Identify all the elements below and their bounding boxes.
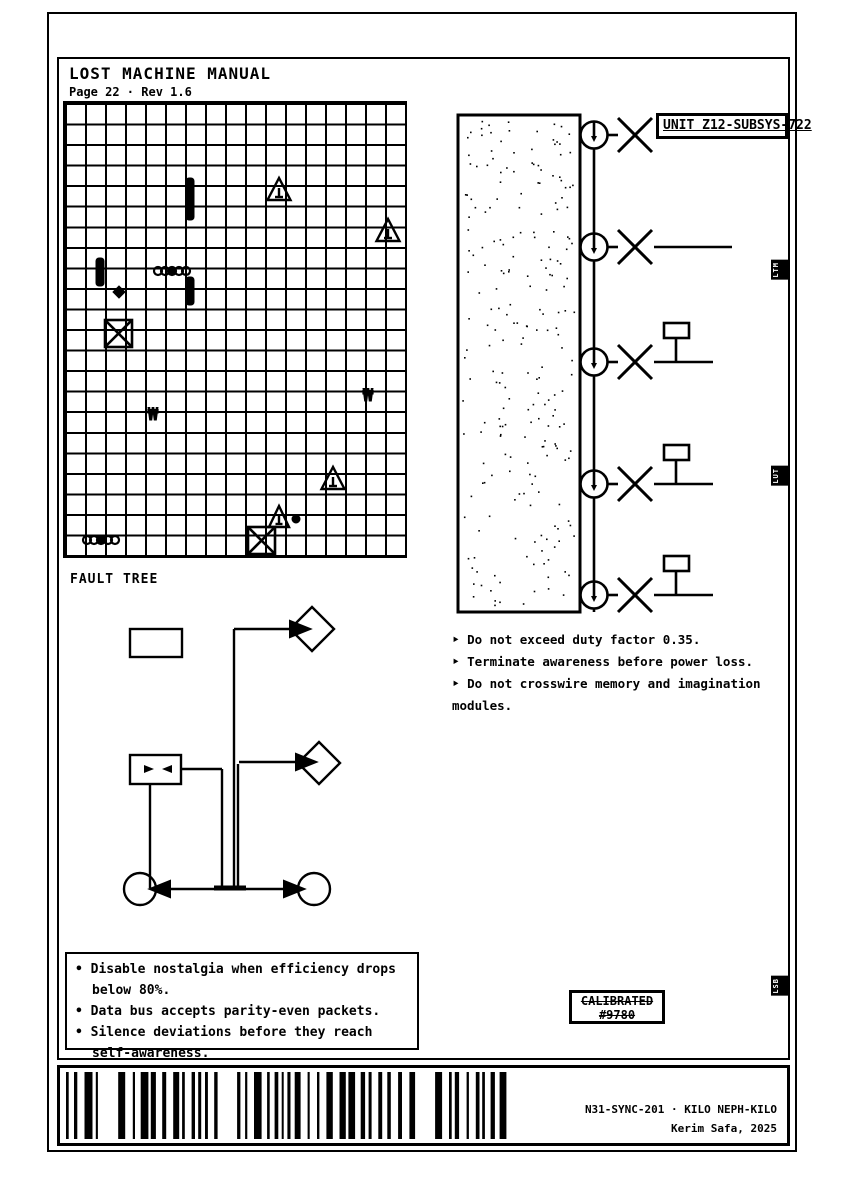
barcode-bar [348, 1072, 355, 1139]
barcode-bar [378, 1072, 382, 1139]
barcode-bar [267, 1072, 270, 1139]
barcode-bar [455, 1072, 459, 1139]
barcode-bar [173, 1072, 179, 1139]
operating-notes [452, 629, 788, 717]
protocol-notes-box [65, 952, 419, 1061]
barcode-bar [141, 1072, 149, 1139]
grid-symbols [65, 103, 405, 556]
component-box [664, 445, 689, 460]
barcode-bar [66, 1072, 69, 1139]
bullet-glyph: ‣ [452, 654, 460, 669]
barcode-bar [96, 1072, 98, 1139]
barcode-bar [162, 1072, 166, 1139]
barcode-bar [118, 1072, 125, 1139]
side-tag: LSB [771, 976, 789, 996]
main-panel [57, 57, 812, 1061]
triangle-symbol [377, 219, 400, 241]
footer-author: Kerim Safa, 2025 [671, 1122, 777, 1135]
schematic-rungs [581, 118, 733, 612]
bullet-glyph: • [75, 1004, 83, 1019]
footer-text [585, 1100, 777, 1138]
barcode-bar [205, 1072, 208, 1139]
component-box [664, 323, 689, 338]
barcode-bar [182, 1072, 185, 1139]
coil-symbol [83, 536, 119, 544]
side-tag: LTM [771, 260, 789, 280]
barcode-bar [449, 1072, 452, 1139]
side-tag: LUT [771, 466, 789, 486]
barcode-bar [308, 1072, 310, 1139]
fault-tree-diagram [62, 579, 402, 949]
coil-symbol [154, 267, 190, 275]
barcode-bar [85, 1072, 93, 1139]
barcode-bar [482, 1072, 485, 1139]
triangle-symbol [322, 467, 345, 489]
barcode-bar [435, 1072, 442, 1139]
bar-symbol [96, 258, 104, 286]
stipple-panel [458, 115, 580, 612]
note-item: ‣ Do not crosswire memory and imagination modules. [452, 676, 761, 713]
fault-node-circle [298, 873, 330, 905]
barcode-bar [491, 1072, 495, 1139]
calibration-stamp [569, 990, 665, 1024]
bullet-glyph: • [75, 962, 83, 977]
barcode-bar [214, 1072, 217, 1139]
glitch-glyph: ₩ [147, 405, 159, 425]
barcode-bar [326, 1072, 332, 1139]
note-item: • Data bus accepts parity-even packets. [75, 1004, 381, 1019]
triangle-symbol [268, 178, 291, 200]
bar-symbol [186, 277, 194, 305]
triangle-symbol [269, 506, 289, 527]
bar-symbol [186, 178, 194, 220]
bullet-glyph: ‣ [452, 676, 460, 691]
note-item: ‣ Do not exceed duty factor 0.35. [452, 632, 701, 647]
barcode-bar [500, 1072, 507, 1139]
barcode-bar [317, 1072, 319, 1139]
schematic-ladder [442, 102, 802, 622]
barcode-bar [476, 1072, 480, 1139]
glitch-glyph: ₩ [362, 386, 374, 406]
barcode-bar [467, 1072, 469, 1139]
barcode-bar [237, 1072, 240, 1139]
footer-code: N31-SYNC-201 · KILO NEPH-KILO [584, 1103, 777, 1116]
barcode-bar [398, 1072, 402, 1139]
barcode-bar [340, 1072, 346, 1139]
barcode-bar [387, 1072, 391, 1139]
barcode-bar [295, 1072, 301, 1139]
barcode-box [57, 1065, 790, 1146]
barcode-bar [287, 1072, 290, 1139]
barcode-bar [361, 1072, 365, 1139]
component-box [664, 556, 689, 571]
note-item: • Disable nostalgia when efficiency drops below 80%. [75, 962, 396, 998]
fault-tree-label: FAULT TREE [70, 572, 159, 587]
barcode-bar [74, 1072, 77, 1139]
note-item: ‣ Terminate awareness before power loss. [452, 654, 754, 669]
crossed-box-symbol [248, 527, 275, 554]
barcode-bar [275, 1072, 279, 1139]
bullet-glyph: ‣ [452, 632, 460, 647]
barcode-bar [198, 1072, 201, 1139]
barcode-bar [369, 1072, 372, 1139]
calibration-word: CALIBRATED [580, 994, 654, 1008]
symbol-grid-map [63, 101, 407, 558]
fault-node-box [130, 755, 181, 784]
fault-node-box [130, 629, 182, 657]
note-item: • Silence deviations before they reach self-awareness. [75, 1025, 373, 1061]
arrowhead [162, 765, 172, 773]
node-dot [113, 286, 125, 298]
arrowhead [144, 765, 154, 773]
barcode-bar [133, 1072, 135, 1139]
bullet-glyph: • [75, 1025, 83, 1040]
barcode-bar [245, 1072, 247, 1139]
barcode-bar [192, 1072, 195, 1139]
barcode-bar [282, 1072, 284, 1139]
node-dot [292, 515, 300, 523]
stipple-dots [462, 121, 575, 606]
page-title: LOST MACHINE MANUAL [69, 64, 272, 83]
page-subtitle: Page 22 · Rev 1.6 [69, 85, 192, 99]
barcode-bar [151, 1072, 156, 1139]
unit-label-box: UNIT Z12-SUBSYS-722 [656, 113, 788, 139]
barcode-bar [254, 1072, 262, 1139]
calibration-number: #9780 [598, 1008, 636, 1022]
crossed-box-symbol [105, 320, 132, 347]
barcode-bar [409, 1072, 415, 1139]
